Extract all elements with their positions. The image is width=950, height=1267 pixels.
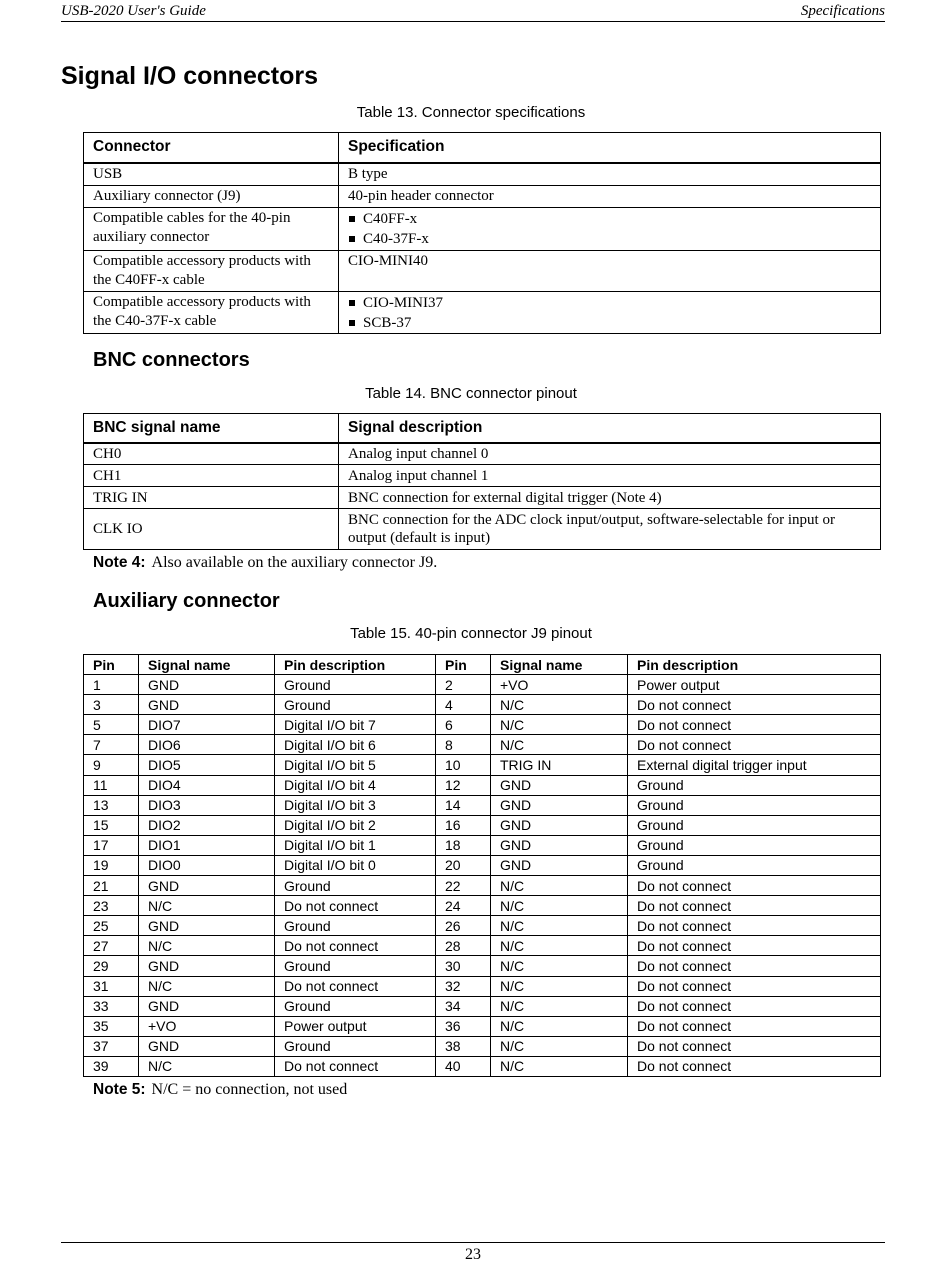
pin-cell: 36 <box>436 1016 491 1036</box>
j9-pinout-table <box>83 654 881 1077</box>
table-row <box>84 715 881 735</box>
pin-description-cell: Do not connect <box>628 956 881 976</box>
header-document-title: USB-2020 User's Guide <box>61 3 206 19</box>
signal-name-cell: N/C <box>491 876 628 896</box>
signal-name-cell: N/C <box>139 976 275 996</box>
table-row <box>84 208 881 251</box>
table-row <box>84 735 881 755</box>
signal-name-cell: GND <box>139 675 275 695</box>
pin-cell: 35 <box>84 1016 139 1036</box>
pin-cell: 5 <box>84 715 139 735</box>
pin-description-cell: Ground <box>628 855 881 875</box>
pin-description-cell: Digital I/O bit 6 <box>275 735 436 755</box>
note-label: Note 5: <box>93 1081 146 1098</box>
note-label: Note 4: <box>93 554 146 571</box>
column-header: Specification <box>339 133 881 163</box>
signal-name-cell: N/C <box>491 896 628 916</box>
pin-description-cell: Do not connect <box>628 735 881 755</box>
pin-cell: 2 <box>436 675 491 695</box>
pin-description-cell: Do not connect <box>275 976 436 996</box>
column-header: Signal name <box>139 655 275 675</box>
pin-cell: 28 <box>436 936 491 956</box>
table-row <box>84 795 881 815</box>
pin-description-cell: Ground <box>275 956 436 976</box>
pin-description-cell: Do not connect <box>275 936 436 956</box>
pin-description-cell: Digital I/O bit 5 <box>275 755 436 775</box>
pin-description-cell: Digital I/O bit 2 <box>275 815 436 835</box>
pin-description-cell: Ground <box>275 916 436 936</box>
pin-description-cell: Do not connect <box>275 1056 436 1076</box>
table-row <box>84 775 881 795</box>
table-row <box>84 976 881 996</box>
signal-name-cell: DIO6 <box>139 735 275 755</box>
pin-cell: 11 <box>84 775 139 795</box>
pin-cell: 1 <box>84 675 139 695</box>
pin-description-cell: Do not connect <box>628 695 881 715</box>
pin-cell: 39 <box>84 1056 139 1076</box>
signal-name-cell: TRIG IN <box>491 755 628 775</box>
signal-name-cell: GND <box>139 695 275 715</box>
table-row <box>84 675 881 695</box>
connector-cell: USB <box>84 163 339 186</box>
column-header: Pin <box>84 655 139 675</box>
pin-description-cell: Power output <box>628 675 881 695</box>
pin-cell: 15 <box>84 815 139 835</box>
table-row <box>84 815 881 835</box>
table-row <box>84 1016 881 1036</box>
table-header-row <box>84 414 881 443</box>
table-row <box>84 956 881 976</box>
signal-name-cell: DIO1 <box>139 835 275 855</box>
note-text: Also available on the auxiliary connector J9. <box>151 554 438 571</box>
signal-name-cell: N/C <box>491 695 628 715</box>
table-row <box>84 755 881 775</box>
pin-cell: 38 <box>436 1036 491 1056</box>
connector-spec-table <box>83 132 881 334</box>
table-row <box>84 695 881 715</box>
running-header <box>61 2 885 22</box>
pin-description-cell: Ground <box>628 815 881 835</box>
pin-cell: 12 <box>436 775 491 795</box>
pin-cell: 7 <box>84 735 139 755</box>
signal-name-cell: N/C <box>491 1016 628 1036</box>
signal-name-cell: N/C <box>491 1056 628 1076</box>
signal-desc-cell: Analog input channel 0 <box>339 443 881 465</box>
signal-name-cell: GND <box>139 1036 275 1056</box>
signal-name-cell: DIO4 <box>139 775 275 795</box>
signal-name-cell: DIO2 <box>139 815 275 835</box>
table-row <box>84 1036 881 1056</box>
table-row <box>84 292 881 334</box>
signal-name-cell: N/C <box>491 715 628 735</box>
pin-description-cell: Digital I/O bit 1 <box>275 835 436 855</box>
connector-cell: Auxiliary connector (J9) <box>84 186 339 208</box>
pin-cell: 10 <box>436 755 491 775</box>
signal-name-cell: GND <box>139 956 275 976</box>
column-header: Pin description <box>275 655 436 675</box>
list-item: C40FF-x <box>348 209 871 229</box>
pin-cell: 32 <box>436 976 491 996</box>
table-row <box>84 936 881 956</box>
pin-description-cell: Do not connect <box>628 936 881 956</box>
pin-description-cell: Ground <box>275 1036 436 1056</box>
pin-cell: 33 <box>84 996 139 1016</box>
list-item: CIO-MINI37 <box>348 293 871 313</box>
note-text: N/C = no connection, not used <box>151 1081 348 1098</box>
connector-cell: Compatible cables for the 40-pin auxiliary connector <box>84 208 339 251</box>
connector-cell: Compatible accessory products with the C40-37F-x cable <box>84 292 339 334</box>
pin-description-cell: Do not connect <box>628 976 881 996</box>
pin-description-cell: Do not connect <box>628 996 881 1016</box>
signal-name-cell: GND <box>139 996 275 1016</box>
note-4 <box>93 554 437 572</box>
spec-cell: CIO-MINI40 <box>339 251 881 292</box>
table-row <box>84 509 881 550</box>
list-item: SCB-37 <box>348 313 871 333</box>
signal-name-cell: GND <box>491 775 628 795</box>
pin-description-cell: Power output <box>275 1016 436 1036</box>
pin-description-cell: Ground <box>275 876 436 896</box>
pin-cell: 19 <box>84 855 139 875</box>
signal-name-cell: CLK IO <box>84 509 339 550</box>
signal-desc-cell: BNC connection for the ADC clock input/output, software-selectable for input or output (default is input) <box>339 509 881 550</box>
aux-table-caption: Table 15. 40-pin connector J9 pinout <box>350 625 592 642</box>
table-row <box>84 163 881 186</box>
pin-cell: 4 <box>436 695 491 715</box>
signal-name-cell: GND <box>491 815 628 835</box>
pin-cell: 14 <box>436 795 491 815</box>
signal-name-cell: GND <box>491 855 628 875</box>
pin-description-cell: Digital I/O bit 3 <box>275 795 436 815</box>
table-row <box>84 1056 881 1076</box>
signal-name-cell: GND <box>491 835 628 855</box>
section-title: Signal I/O connectors <box>61 62 318 90</box>
spec-cell: 40-pin header connector <box>339 186 881 208</box>
header-chapter-title: Specifications <box>800 3 885 19</box>
table-row <box>84 443 881 465</box>
signal-name-cell: N/C <box>491 1036 628 1056</box>
connector-table-caption: Table 13. Connector specifications <box>356 104 586 121</box>
connector-cell: Compatible accessory products with the C40FF-x cable <box>84 251 339 292</box>
pin-description-cell: Do not connect <box>628 896 881 916</box>
signal-name-cell: N/C <box>491 735 628 755</box>
pin-description-cell: Do not connect <box>628 1056 881 1076</box>
signal-name-cell: N/C <box>139 936 275 956</box>
pin-cell: 20 <box>436 855 491 875</box>
table-row <box>84 855 881 875</box>
table-row <box>84 896 881 916</box>
spec-cell <box>339 208 881 251</box>
pin-description-cell: Ground <box>628 795 881 815</box>
table-row <box>84 835 881 855</box>
pin-description-cell: Do not connect <box>628 715 881 735</box>
pin-cell: 26 <box>436 916 491 936</box>
cable-list <box>348 209 871 249</box>
pin-description-cell: Do not connect <box>628 876 881 896</box>
pin-cell: 13 <box>84 795 139 815</box>
pin-cell: 6 <box>436 715 491 735</box>
bnc-table-caption: Table 14. BNC connector pinout <box>365 385 577 402</box>
signal-name-cell: +VO <box>139 1016 275 1036</box>
pin-description-cell: Ground <box>275 675 436 695</box>
signal-desc-cell: Analog input channel 1 <box>339 465 881 487</box>
pin-description-cell: Do not connect <box>628 1016 881 1036</box>
page-number: 23 <box>465 1246 481 1263</box>
pin-description-cell: Do not connect <box>628 916 881 936</box>
accessory-list <box>348 293 871 333</box>
table-row <box>84 465 881 487</box>
list-item: C40-37F-x <box>348 229 871 249</box>
table-header-row <box>84 133 881 163</box>
pin-description-cell: Do not connect <box>628 1036 881 1056</box>
signal-name-cell: N/C <box>139 896 275 916</box>
column-header: Signal description <box>339 414 881 443</box>
pin-cell: 8 <box>436 735 491 755</box>
signal-name-cell: CH0 <box>84 443 339 465</box>
pin-description-cell: Ground <box>628 775 881 795</box>
signal-name-cell: N/C <box>491 936 628 956</box>
pin-description-cell: External digital trigger input <box>628 755 881 775</box>
table-row <box>84 916 881 936</box>
spec-cell <box>339 292 881 334</box>
signal-name-cell: N/C <box>491 916 628 936</box>
column-header: Connector <box>84 133 339 163</box>
pin-description-cell: Ground <box>275 695 436 715</box>
table-row <box>84 876 881 896</box>
pin-cell: 18 <box>436 835 491 855</box>
pin-cell: 3 <box>84 695 139 715</box>
signal-name-cell: GND <box>139 876 275 896</box>
pin-cell: 22 <box>436 876 491 896</box>
table-header-row <box>84 655 881 675</box>
table-row <box>84 186 881 208</box>
table-row <box>84 251 881 292</box>
table-row <box>84 996 881 1016</box>
pin-description-cell: Digital I/O bit 7 <box>275 715 436 735</box>
bnc-pinout-table <box>83 413 881 550</box>
signal-name-cell: DIO0 <box>139 855 275 875</box>
pin-description-cell: Do not connect <box>275 896 436 916</box>
signal-name-cell: DIO5 <box>139 755 275 775</box>
bnc-section-title: BNC connectors <box>93 349 250 371</box>
aux-section-title: Auxiliary connector <box>93 590 280 612</box>
signal-name-cell: N/C <box>139 1056 275 1076</box>
column-header: Pin <box>436 655 491 675</box>
pin-cell: 16 <box>436 815 491 835</box>
signal-name-cell: GND <box>491 795 628 815</box>
signal-name-cell: N/C <box>491 956 628 976</box>
page-footer <box>61 1242 885 1264</box>
pin-cell: 40 <box>436 1056 491 1076</box>
column-header: Signal name <box>491 655 628 675</box>
pin-cell: 25 <box>84 916 139 936</box>
pin-cell: 27 <box>84 936 139 956</box>
signal-name-cell: N/C <box>491 996 628 1016</box>
pin-cell: 34 <box>436 996 491 1016</box>
pin-description-cell: Ground <box>628 835 881 855</box>
pin-cell: 23 <box>84 896 139 916</box>
pin-cell: 9 <box>84 755 139 775</box>
pin-cell: 30 <box>436 956 491 976</box>
note-5 <box>93 1081 347 1099</box>
spec-cell: B type <box>339 163 881 186</box>
pin-description-cell: Ground <box>275 996 436 1016</box>
column-header: BNC signal name <box>84 414 339 443</box>
signal-name-cell: N/C <box>491 976 628 996</box>
signal-name-cell: DIO7 <box>139 715 275 735</box>
signal-name-cell: CH1 <box>84 465 339 487</box>
pin-cell: 31 <box>84 976 139 996</box>
pin-cell: 29 <box>84 956 139 976</box>
pin-cell: 17 <box>84 835 139 855</box>
signal-name-cell: +VO <box>491 675 628 695</box>
pin-description-cell: Digital I/O bit 4 <box>275 775 436 795</box>
pin-cell: 37 <box>84 1036 139 1056</box>
column-header: Pin description <box>628 655 881 675</box>
pin-description-cell: Digital I/O bit 0 <box>275 855 436 875</box>
pin-cell: 21 <box>84 876 139 896</box>
signal-name-cell: DIO3 <box>139 795 275 815</box>
signal-name-cell: GND <box>139 916 275 936</box>
signal-desc-cell: BNC connection for external digital trigger (Note 4) <box>339 487 881 509</box>
table-row <box>84 487 881 509</box>
pin-cell: 24 <box>436 896 491 916</box>
signal-name-cell: TRIG IN <box>84 487 339 509</box>
